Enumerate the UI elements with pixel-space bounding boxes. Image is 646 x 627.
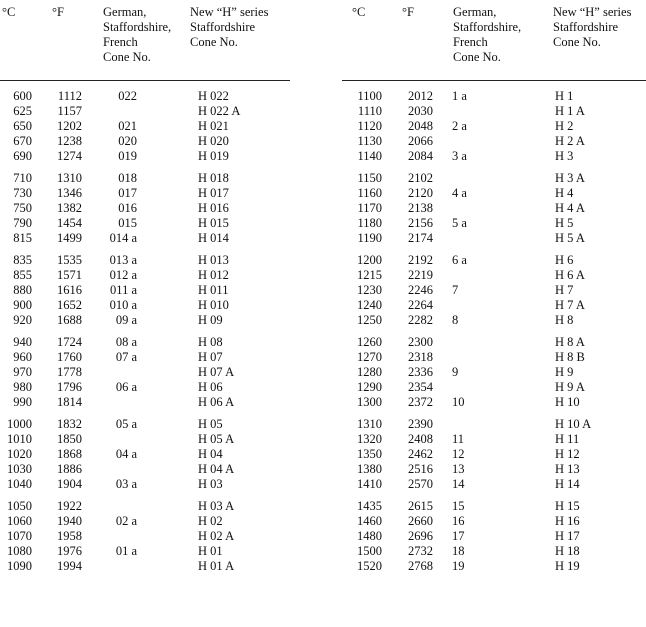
fahrenheit-cell: 1994	[57, 559, 82, 573]
celsius-cell: 1020	[7, 447, 32, 461]
german-cone-cell: 018	[118, 171, 137, 185]
german-cone-cell-right: 15	[452, 499, 465, 513]
fahrenheit-cell-right: 2732	[408, 544, 433, 558]
h-series-cone-cell-right: H 7 A	[555, 298, 585, 312]
table-row	[0, 253, 646, 268]
german-cone-cell: 011 a	[110, 283, 137, 297]
german-cone-cell: 03 a	[115, 477, 137, 491]
fahrenheit-cell: 1616	[57, 283, 82, 297]
celsius-cell: 920	[13, 313, 32, 327]
row-group	[0, 417, 646, 492]
header-rule-left	[0, 80, 290, 81]
table-row	[0, 231, 646, 246]
fahrenheit-cell-right: 2390	[408, 417, 433, 431]
h-series-cone-cell: H 019	[198, 149, 229, 163]
fahrenheit-cell: 1796	[57, 380, 82, 394]
celsius-cell: 980	[13, 380, 32, 394]
fahrenheit-cell: 1958	[57, 529, 82, 543]
h-series-cone-cell: H 09	[198, 313, 223, 327]
h-series-cone-cell: H 01 A	[198, 559, 235, 573]
table-row	[0, 365, 646, 380]
celsius-cell-right: 1180	[357, 216, 382, 230]
fahrenheit-cell: 1499	[57, 231, 82, 245]
celsius-cell: 625	[13, 104, 32, 118]
german-cone-cell-right: 13	[452, 462, 465, 476]
celsius-cell: 790	[13, 216, 32, 230]
fahrenheit-cell-right: 2372	[408, 395, 433, 409]
celsius-cell-right: 1270	[357, 350, 382, 364]
h-series-cone-cell-right: H 8 B	[555, 350, 585, 364]
h-series-cone-cell: H 014	[198, 231, 229, 245]
celsius-cell-right: 1230	[357, 283, 382, 297]
celsius-cell: 730	[13, 186, 32, 200]
table-row	[0, 89, 646, 104]
fahrenheit-cell-right: 2012	[408, 89, 433, 103]
fahrenheit-cell: 1274	[57, 149, 82, 163]
h-series-cone-cell: H 05 A	[198, 432, 235, 446]
german-cone-cell-right: 6 a	[452, 253, 467, 267]
fahrenheit-cell: 1652	[57, 298, 82, 312]
german-cone-cell-right: 17	[452, 529, 465, 543]
table-row	[0, 544, 646, 559]
h-series-cone-cell-right: H 2 A	[555, 134, 585, 148]
h-series-cone-cell-right: H 3	[555, 149, 574, 163]
table-row	[0, 216, 646, 231]
german-cone-cell: 04 a	[115, 447, 137, 461]
h-series-cone-cell-right: H 19	[555, 559, 580, 573]
celsius-cell-right: 1520	[357, 559, 382, 573]
fahrenheit-cell: 1886	[57, 462, 82, 476]
celsius-cell: 835	[13, 253, 32, 267]
celsius-cell-right: 1150	[357, 171, 382, 185]
celsius-cell-right: 1250	[357, 313, 382, 327]
celsius-cell: 1030	[7, 462, 32, 476]
h-series-cone-cell-right: H 6	[555, 253, 574, 267]
fahrenheit-cell-right: 2030	[408, 104, 433, 118]
german-cone-cell: 013 a	[109, 253, 137, 267]
german-cone-cell: 05 a	[115, 417, 137, 431]
german-cone-cell: 010 a	[109, 298, 137, 312]
h-series-cone-cell: H 02 A	[198, 529, 235, 543]
fahrenheit-cell-right: 2300	[408, 335, 433, 349]
german-cone-cell-right: 5 a	[452, 216, 467, 230]
fahrenheit-cell-right: 2219	[408, 268, 433, 282]
fahrenheit-cell-right: 2174	[408, 231, 433, 245]
german-cone-cell: 014 a	[109, 231, 137, 245]
h-series-cone-cell: H 015	[198, 216, 229, 230]
german-cone-cell: 01 a	[115, 544, 137, 558]
german-cone-cell: 08 a	[115, 335, 137, 349]
celsius-cell-right: 1160	[357, 186, 382, 200]
fahrenheit-cell-right: 2462	[408, 447, 433, 461]
h-series-cone-cell: H 016	[198, 201, 229, 215]
h-series-cone-cell-right: H 7	[555, 283, 574, 297]
fahrenheit-cell: 1760	[57, 350, 82, 364]
fahrenheit-cell-right: 2660	[408, 514, 433, 528]
fahrenheit-cell: 1454	[57, 216, 82, 230]
table-row	[0, 171, 646, 186]
celsius-cell-right: 1410	[357, 477, 382, 491]
celsius-cell-right: 1110	[357, 104, 382, 118]
celsius-cell: 815	[13, 231, 32, 245]
fahrenheit-cell: 1904	[57, 477, 82, 491]
table-row	[0, 380, 646, 395]
h-series-cone-cell: H 022 A	[198, 104, 241, 118]
celsius-cell-right: 1380	[357, 462, 382, 476]
h-series-cone-cell: H 012	[198, 268, 229, 282]
h-series-cone-cell: H 07	[198, 350, 223, 364]
celsius-cell: 710	[13, 171, 32, 185]
cone-table-body	[0, 89, 646, 581]
h-series-cone-cell-right: H 2	[555, 119, 574, 133]
header-h-series-cone: New “H” series Staffordshire Cone No.	[190, 5, 269, 49]
h-series-cone-cell-right: H 4	[555, 186, 574, 200]
h-series-cone-cell-right: H 5	[555, 216, 574, 230]
fahrenheit-cell: 1850	[57, 432, 82, 446]
fahrenheit-cell-right: 2318	[408, 350, 433, 364]
fahrenheit-cell: 1688	[57, 313, 82, 327]
table-row	[0, 268, 646, 283]
fahrenheit-cell-right: 2066	[408, 134, 433, 148]
fahrenheit-cell: 1571	[57, 268, 82, 282]
celsius-cell-right: 1120	[357, 119, 382, 133]
table-row	[0, 283, 646, 298]
fahrenheit-cell-right: 2048	[408, 119, 433, 133]
h-series-cone-cell: H 010	[198, 298, 229, 312]
header-fahrenheit-right: °F	[402, 5, 414, 19]
celsius-cell: 990	[13, 395, 32, 409]
fahrenheit-cell: 1157	[57, 104, 82, 118]
celsius-cell-right: 1280	[357, 365, 382, 379]
fahrenheit-cell-right: 2192	[408, 253, 433, 267]
german-cone-cell: 012 a	[109, 268, 137, 282]
fahrenheit-cell-right: 2768	[408, 559, 433, 573]
celsius-cell-right: 1200	[357, 253, 382, 267]
h-series-cone-cell: H 08	[198, 335, 223, 349]
fahrenheit-cell: 1724	[57, 335, 82, 349]
h-series-cone-cell-right: H 11	[555, 432, 580, 446]
celsius-cell-right: 1310	[357, 417, 382, 431]
celsius-cell: 1040	[7, 477, 32, 491]
fahrenheit-cell-right: 2282	[408, 313, 433, 327]
table-row	[0, 477, 646, 492]
h-series-cone-cell: H 013	[198, 253, 229, 267]
fahrenheit-cell-right: 2138	[408, 201, 433, 215]
fahrenheit-cell-right: 2156	[408, 216, 433, 230]
table-row	[0, 104, 646, 119]
row-group	[0, 253, 646, 328]
celsius-cell-right: 1130	[357, 134, 382, 148]
german-cone-cell-right: 4 a	[452, 186, 467, 200]
fahrenheit-cell: 1814	[57, 395, 82, 409]
fahrenheit-cell: 1238	[57, 134, 82, 148]
celsius-cell-right: 1320	[357, 432, 382, 446]
h-series-cone-cell-right: H 14	[555, 477, 580, 491]
h-series-cone-cell: H 011	[198, 283, 229, 297]
h-series-cone-cell: H 020	[198, 134, 229, 148]
celsius-cell-right: 1300	[357, 395, 382, 409]
fahrenheit-cell: 1346	[57, 186, 82, 200]
h-series-cone-cell-right: H 8	[555, 313, 574, 327]
h-series-cone-cell-right: H 6 A	[555, 268, 585, 282]
h-series-cone-cell: H 04 A	[198, 462, 235, 476]
h-series-cone-cell: H 017	[198, 186, 229, 200]
celsius-cell: 1010	[7, 432, 32, 446]
header-rule-right	[342, 80, 646, 81]
h-series-cone-cell: H 022	[198, 89, 229, 103]
table-row	[0, 119, 646, 134]
german-cone-cell-right: 7	[452, 283, 459, 297]
celsius-cell-right: 1100	[357, 89, 382, 103]
table-row	[0, 134, 646, 149]
h-series-cone-cell-right: H 3 A	[555, 171, 585, 185]
celsius-cell-right: 1460	[357, 514, 382, 528]
fahrenheit-cell: 1868	[57, 447, 82, 461]
table-row	[0, 417, 646, 432]
fahrenheit-cell-right: 2354	[408, 380, 433, 394]
celsius-cell-right: 1500	[357, 544, 382, 558]
celsius-cell-right: 1190	[357, 231, 382, 245]
table-row	[0, 395, 646, 410]
row-group	[0, 499, 646, 574]
fahrenheit-cell-right: 2264	[408, 298, 433, 312]
table-row	[0, 432, 646, 447]
table-row	[0, 514, 646, 529]
fahrenheit-cell: 1976	[57, 544, 82, 558]
h-series-cone-cell-right: H 9 A	[555, 380, 585, 394]
h-series-cone-cell-right: H 18	[555, 544, 580, 558]
h-series-cone-cell: H 018	[198, 171, 229, 185]
table-row	[0, 186, 646, 201]
celsius-cell: 970	[13, 365, 32, 379]
celsius-cell: 670	[13, 134, 32, 148]
header-celsius-right: °C	[352, 5, 366, 19]
fahrenheit-cell-right: 2120	[408, 186, 433, 200]
fahrenheit-cell-right: 2084	[408, 149, 433, 163]
h-series-cone-cell: H 03	[198, 477, 223, 491]
h-series-cone-cell-right: H 13	[555, 462, 580, 476]
row-group	[0, 171, 646, 246]
h-series-cone-cell: H 06 A	[198, 395, 235, 409]
fahrenheit-cell: 1310	[57, 171, 82, 185]
german-cone-cell: 07 a	[115, 350, 137, 364]
h-series-cone-cell-right: H 1 A	[555, 104, 585, 118]
fahrenheit-cell-right: 2246	[408, 283, 433, 297]
fahrenheit-cell: 1922	[57, 499, 82, 513]
german-cone-cell: 021	[118, 119, 137, 133]
table-row	[0, 201, 646, 216]
table-row	[0, 298, 646, 313]
h-series-cone-cell: H 04	[198, 447, 223, 461]
fahrenheit-cell-right: 2570	[408, 477, 433, 491]
h-series-cone-cell-right: H 5 A	[555, 231, 585, 245]
h-series-cone-cell-right: H 1	[555, 89, 574, 103]
table-row	[0, 313, 646, 328]
h-series-cone-cell: H 05	[198, 417, 223, 431]
celsius-cell: 1080	[7, 544, 32, 558]
german-cone-cell-right: 12	[452, 447, 465, 461]
german-cone-cell-right: 18	[452, 544, 465, 558]
header-german-cone-right: German, Staffordshire, French Cone No.	[453, 5, 522, 64]
celsius-cell: 855	[13, 268, 32, 282]
table-row	[0, 350, 646, 365]
table-row	[0, 149, 646, 164]
german-cone-cell-right: 3 a	[452, 149, 467, 163]
german-cone-cell-right: 8	[452, 313, 459, 327]
german-cone-cell: 09 a	[115, 313, 137, 327]
h-series-cone-cell: H 02	[198, 514, 223, 528]
header-celsius: °C	[2, 5, 16, 19]
h-series-cone-cell: H 01	[198, 544, 223, 558]
row-group	[0, 335, 646, 410]
celsius-cell-right: 1170	[357, 201, 382, 215]
celsius-cell: 1060	[7, 514, 32, 528]
german-cone-cell: 019	[118, 149, 137, 163]
h-series-cone-cell-right: H 10 A	[555, 417, 592, 431]
celsius-cell: 900	[13, 298, 32, 312]
h-series-cone-cell: H 03 A	[198, 499, 235, 513]
h-series-cone-cell: H 06	[198, 380, 223, 394]
celsius-cell: 960	[13, 350, 32, 364]
fahrenheit-cell: 1940	[57, 514, 82, 528]
german-cone-cell-right: 11	[452, 432, 465, 446]
celsius-cell-right: 1435	[357, 499, 382, 513]
table-row	[0, 559, 646, 574]
fahrenheit-cell-right: 2102	[408, 171, 433, 185]
celsius-cell-right: 1290	[357, 380, 382, 394]
celsius-cell-right: 1240	[357, 298, 382, 312]
h-series-cone-cell-right: H 12	[555, 447, 580, 461]
celsius-cell: 600	[13, 89, 32, 103]
celsius-cell: 1050	[7, 499, 32, 513]
fahrenheit-cell: 1535	[57, 253, 82, 267]
celsius-cell-right: 1350	[357, 447, 382, 461]
german-cone-cell-right: 19	[452, 559, 465, 573]
celsius-cell-right: 1260	[357, 335, 382, 349]
german-cone-cell: 020	[118, 134, 137, 148]
header-german-cone: German, Staffordshire, French Cone No.	[103, 5, 172, 64]
german-cone-cell: 06 a	[115, 380, 137, 394]
celsius-cell: 1070	[7, 529, 32, 543]
h-series-cone-cell: H 07 A	[198, 365, 235, 379]
celsius-cell-right: 1140	[357, 149, 382, 163]
header-h-series-cone-right: New “H” series Staffordshire Cone No.	[553, 5, 632, 49]
h-series-cone-cell-right: H 16	[555, 514, 580, 528]
german-cone-cell: 022	[118, 89, 137, 103]
h-series-cone-cell-right: H 10	[555, 395, 580, 409]
german-cone-cell: 016	[118, 201, 137, 215]
celsius-cell: 1000	[7, 417, 32, 431]
table-row	[0, 499, 646, 514]
german-cone-cell-right: 1 a	[452, 89, 467, 103]
h-series-cone-cell-right: H 15	[555, 499, 580, 513]
celsius-cell: 650	[13, 119, 32, 133]
celsius-cell: 940	[13, 335, 32, 349]
fahrenheit-cell: 1382	[57, 201, 82, 215]
row-group	[0, 89, 646, 164]
german-cone-cell: 015	[118, 216, 137, 230]
h-series-cone-cell-right: H 9	[555, 365, 574, 379]
celsius-cell: 1090	[7, 559, 32, 573]
german-cone-cell-right: 9	[452, 365, 459, 379]
fahrenheit-cell-right: 2336	[408, 365, 433, 379]
fahrenheit-cell: 1832	[57, 417, 82, 431]
german-cone-cell-right: 10	[452, 395, 465, 409]
h-series-cone-cell-right: H 4 A	[555, 201, 585, 215]
german-cone-cell-right: 2 a	[452, 119, 467, 133]
celsius-cell: 750	[13, 201, 32, 215]
fahrenheit-cell-right: 2696	[408, 529, 433, 543]
fahrenheit-cell: 1112	[57, 89, 82, 103]
fahrenheit-cell: 1202	[57, 119, 82, 133]
celsius-cell-right: 1215	[357, 268, 382, 282]
header-fahrenheit: °F	[52, 5, 64, 19]
h-series-cone-cell-right: H 8 A	[555, 335, 585, 349]
fahrenheit-cell-right: 2516	[408, 462, 433, 476]
fahrenheit-cell: 1778	[57, 365, 82, 379]
table-row	[0, 529, 646, 544]
fahrenheit-cell-right: 2615	[408, 499, 433, 513]
h-series-cone-cell-right: H 17	[555, 529, 580, 543]
celsius-cell: 690	[13, 149, 32, 163]
german-cone-cell: 02 a	[115, 514, 137, 528]
table-row	[0, 447, 646, 462]
h-series-cone-cell: H 021	[198, 119, 229, 133]
german-cone-cell-right: 14	[452, 477, 465, 491]
table-row	[0, 335, 646, 350]
table-row	[0, 462, 646, 477]
german-cone-cell: 017	[118, 186, 137, 200]
celsius-cell: 880	[13, 283, 32, 297]
german-cone-cell-right: 16	[452, 514, 465, 528]
fahrenheit-cell-right: 2408	[408, 432, 433, 446]
celsius-cell-right: 1480	[357, 529, 382, 543]
